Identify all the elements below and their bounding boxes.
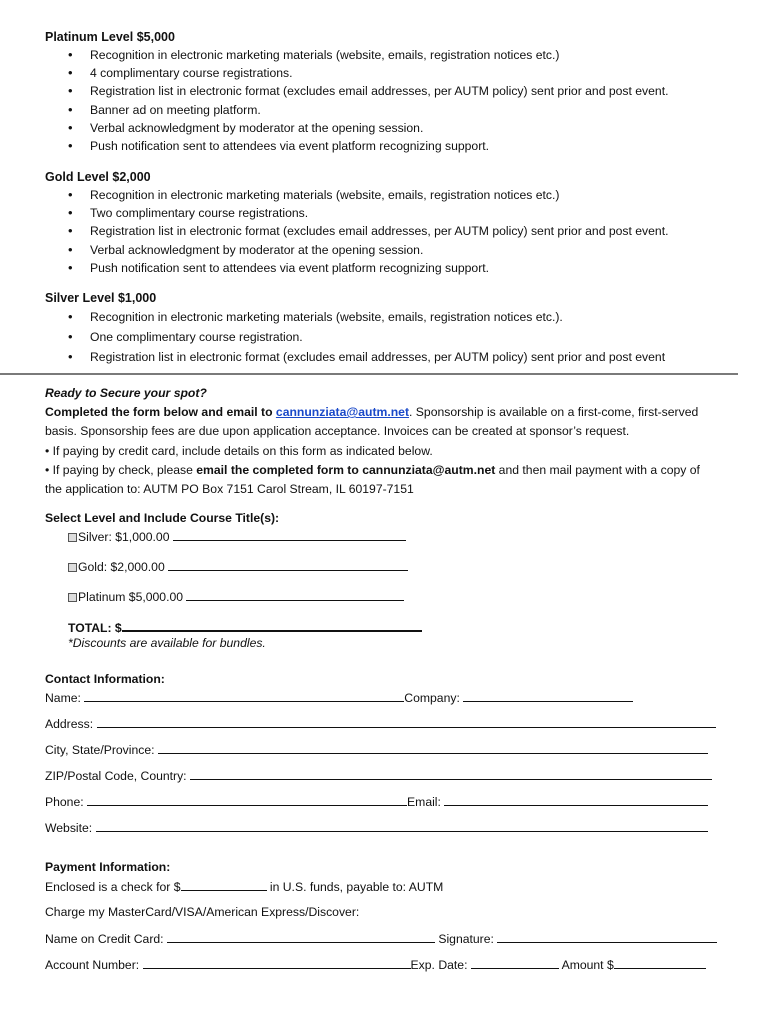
card-name-signature-row (45, 931, 717, 946)
company-label: Company: (404, 691, 460, 705)
signature-field[interactable] (497, 931, 717, 943)
gold-level-title: Gold Level $2,000 (45, 170, 151, 184)
phone-label: Phone: (45, 795, 84, 809)
check-note-bold: email the completed form to cannunziata@autm.net (196, 463, 496, 477)
exp-label: Exp. Date: (410, 958, 468, 972)
zip-row (45, 768, 712, 783)
company-field[interactable] (463, 690, 633, 702)
secure-line-2: basis. Sponsorship fees are due upon application acceptance. Invoices can be created at sponsor’s request. (45, 424, 630, 438)
website-field[interactable] (96, 820, 708, 832)
silver-level-title: Silver Level $1,000 (45, 291, 157, 305)
amount-label: Amount $ (561, 958, 614, 972)
course-title-field[interactable] (186, 589, 404, 601)
course-title-field[interactable] (168, 559, 408, 571)
list-item: • Recognition in electronic marketing materials (website, emails, registration notices etc.). (66, 307, 746, 327)
list-item: • Two complimentary course registrations. (66, 204, 746, 222)
list-item: • 4 complimentary course registrations. (66, 64, 746, 82)
gold-option[interactable] (68, 559, 408, 574)
list-item: • Push notification sent to attendees via event platform recognizing support. (66, 137, 746, 155)
list-item: • Verbal acknowledgment by moderator at the opening session. (66, 119, 746, 137)
list-item: • Registration list in electronic format (excludes email addresses, per AUTM policy) sent prior and post event (66, 347, 746, 367)
account-row (45, 957, 706, 972)
check-note (45, 463, 700, 477)
total-line (68, 619, 422, 635)
list-item: • Banner ad on meeting platform. (66, 101, 746, 119)
secure-intro-rest: . Sponsorship is available on a first-come, first-served (409, 405, 699, 419)
exp-date-field[interactable] (471, 957, 559, 969)
list-item: • Push notification sent to attendees via event platform recognizing support. (66, 259, 746, 277)
gold-benefits-list (66, 186, 746, 277)
check-note-c: and then mail payment with a copy of (495, 463, 700, 477)
platinum-option-label: Platinum $5,000.00 (78, 590, 184, 604)
gold-option-label: Gold: $2,000.00 (78, 560, 165, 574)
charge-card-line: Charge my MasterCard/VISA/American Express/Discover: (45, 905, 360, 919)
card-name-field[interactable] (167, 931, 435, 943)
list-item: • Registration list in electronic format (excludes email addresses, per AUTM policy) sent prior and post event. (66, 222, 746, 240)
amount-field[interactable] (614, 957, 706, 969)
address-field[interactable] (97, 716, 716, 728)
zip-field[interactable] (190, 768, 712, 780)
contact-heading: Contact Information: (45, 672, 165, 686)
name-company-row (45, 690, 633, 705)
platinum-option[interactable] (68, 589, 404, 604)
mailing-address: the application to: AUTM PO Box 7151 Carol Stream, IL 60197-7151 (45, 482, 414, 496)
check-label: Enclosed is a check for $ (45, 880, 181, 894)
phone-email-row (45, 794, 708, 809)
payment-heading: Payment Information: (45, 860, 171, 874)
check-note-a: • If paying by check, please (45, 463, 197, 477)
silver-benefits-list (66, 307, 746, 367)
total-field[interactable] (122, 619, 422, 632)
email-label: Email: (407, 795, 441, 809)
credit-card-note: • If paying by credit card, include details on this form as indicated below. (45, 444, 433, 458)
phone-field[interactable] (87, 794, 407, 806)
account-number-field[interactable] (143, 957, 411, 969)
checkbox-icon[interactable] (68, 593, 77, 602)
checkbox-icon[interactable] (68, 533, 77, 542)
check-amount-field[interactable] (181, 879, 267, 891)
platinum-level-title: Platinum Level $5,000 (45, 30, 175, 44)
city-row (45, 742, 708, 757)
platinum-benefits-list (66, 46, 746, 155)
signature-label: Signature: (438, 932, 494, 946)
list-item: • Recognition in electronic marketing materials (website, emails, registration notices etc.) (66, 46, 746, 64)
secure-heading: Ready to Secure your spot? (45, 386, 207, 400)
list-item: • Registration list in electronic format (excludes email addresses, per AUTM policy) sent prior and post event. (66, 82, 746, 100)
name-field[interactable] (84, 690, 404, 702)
name-label: Name: (45, 691, 81, 705)
total-label: TOTAL: $ (68, 621, 122, 635)
list-item: • Recognition in electronic marketing materials (website, emails, registration notices etc.) (66, 186, 746, 204)
list-item: • Verbal acknowledgment by moderator at the opening session. (66, 241, 746, 259)
address-row (45, 716, 716, 731)
website-row (45, 820, 708, 835)
silver-option[interactable] (68, 529, 406, 544)
list-item: • One complimentary course registration. (66, 327, 746, 347)
checkbox-icon[interactable] (68, 563, 77, 572)
secure-intro-line (45, 405, 698, 419)
check-row (45, 879, 443, 894)
silver-option-label: Silver: $1,000.00 (78, 530, 170, 544)
city-field[interactable] (158, 742, 708, 754)
website-label: Website: (45, 821, 93, 835)
email-link[interactable]: cannunziata@autm.net (275, 405, 410, 419)
card-name-label: Name on Credit Card: (45, 932, 164, 946)
course-title-field[interactable] (173, 529, 406, 541)
zip-label: ZIP/Postal Code, Country: (45, 769, 187, 783)
email-field[interactable] (444, 794, 708, 806)
address-label: Address: (45, 717, 94, 731)
check-label-rest: in U.S. funds, payable to: AUTM (266, 880, 444, 894)
section-divider (0, 373, 738, 375)
account-label: Account Number: (45, 958, 140, 972)
city-label: City, State/Province: (45, 743, 155, 757)
secure-intro-bold: Completed the form below and email to (45, 405, 276, 419)
discount-note: *Discounts are available for bundles. (68, 636, 266, 650)
select-level-heading: Select Level and Include Course Title(s): (45, 511, 280, 525)
